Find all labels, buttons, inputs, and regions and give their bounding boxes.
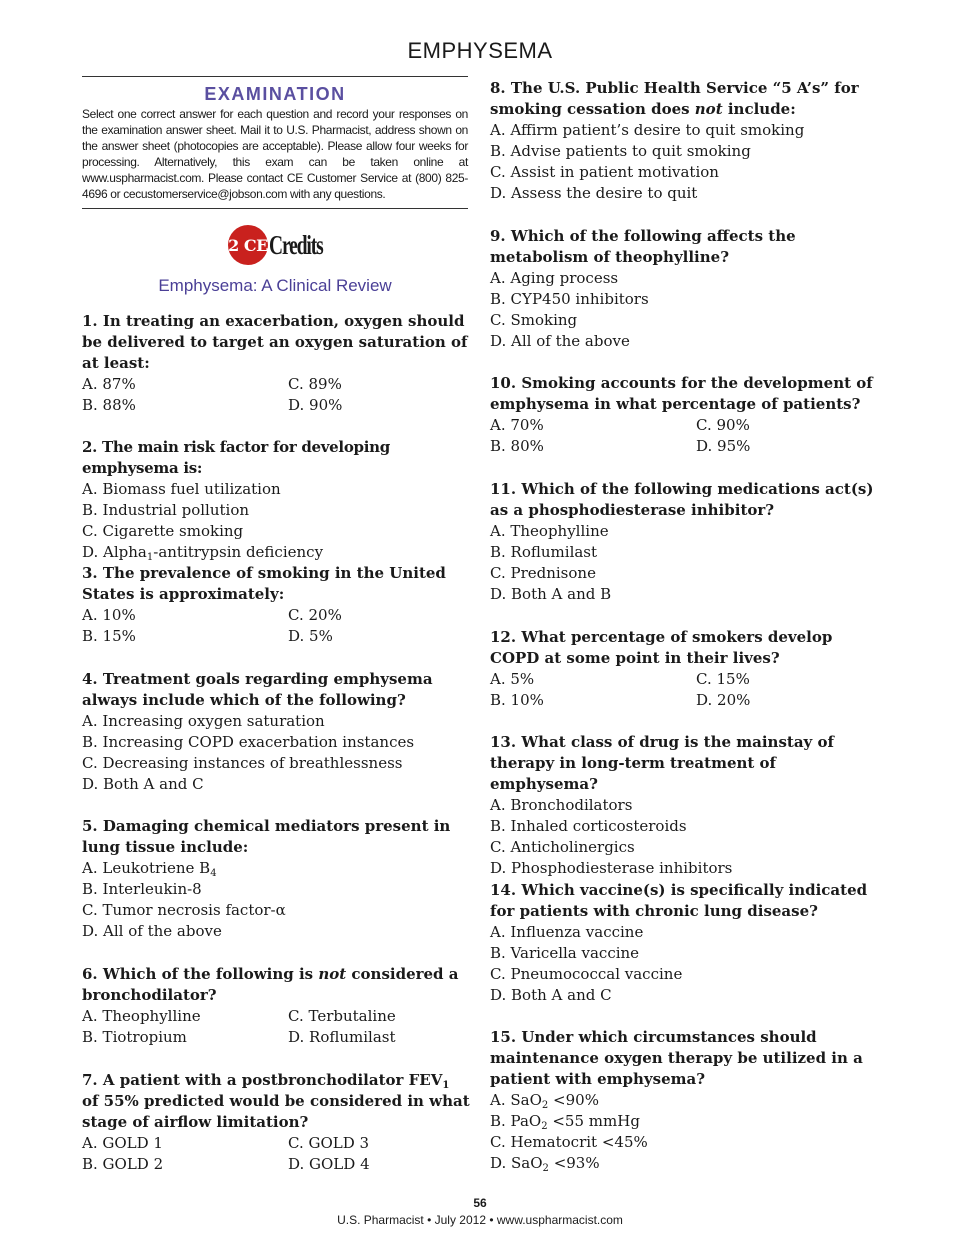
option-a: A. 10% — [82, 606, 136, 624]
question-15 — [490, 1027, 878, 1174]
subscript: 2 — [542, 1163, 549, 1174]
divider-mid — [82, 208, 468, 209]
option-a: A. Influenza vaccine — [490, 923, 644, 941]
option-d — [490, 1153, 878, 1174]
option-a: A. Increasing oxygen saturation — [82, 712, 325, 730]
option-c: C. Hematocrit <45% — [490, 1133, 648, 1151]
question-stem: 5. Damaging chemical mediators present in lung tissue include: — [82, 817, 451, 856]
question-stem — [490, 78, 878, 120]
option-b: B. Roflumilast — [490, 543, 598, 561]
option-d: D. Both A and C — [82, 775, 204, 793]
option-a: A. Biomass fuel utilization — [82, 480, 281, 498]
subscript: 2 — [541, 1121, 548, 1132]
answer-options — [490, 669, 878, 711]
question-8 — [490, 78, 878, 204]
option-a: A. 70% — [490, 416, 544, 434]
option-b: B. 88% — [82, 396, 136, 414]
question-3 — [82, 563, 470, 647]
option-d: D. All of the above — [490, 332, 630, 350]
option-c: C. Assist in patient motivation — [490, 163, 719, 181]
option-c: C. Terbutaline — [288, 1007, 396, 1025]
question-stem: 9. Which of the following affects the metabolism of theophylline? — [490, 227, 796, 266]
question-stem: 15. Under which circumstances should maintenance oxygen therapy be utilized in a patient with emphysema? — [490, 1028, 863, 1088]
option-b: B. Varicella vaccine — [490, 944, 640, 962]
subscript: 2 — [541, 1100, 549, 1111]
option-text: B. PaO — [490, 1112, 542, 1130]
option-b: B. Advise patients to quit smoking — [490, 142, 751, 160]
option-b: B. Industrial pollution — [82, 501, 250, 519]
question-11 — [490, 479, 878, 605]
stem-text: 6. Which of the following is — [82, 965, 319, 983]
option-b — [490, 1111, 878, 1132]
page-number: 56 — [473, 1196, 487, 1210]
answer-options — [82, 1133, 470, 1175]
option-text: D. Alpha — [82, 543, 147, 561]
subscript: 1 — [442, 1080, 450, 1091]
option-d: D. Both A and C — [490, 986, 612, 1004]
option-c: C. 20% — [288, 606, 342, 624]
question-stem: 11. Which of the following medications act(s) as a phosphodiesterase inhibitor? — [490, 480, 874, 519]
divider-top — [82, 76, 468, 77]
question-stem — [82, 964, 470, 1006]
option-a: A. 87% — [82, 375, 136, 393]
subscript: 1 — [146, 552, 154, 563]
question-4 — [82, 669, 470, 795]
stem-emphasis: not — [318, 965, 347, 983]
option-d: D. 5% — [288, 627, 333, 645]
option-d: D. Phosphodiesterase inhibitors — [490, 859, 733, 877]
option-b: B. Interleukin-8 — [82, 880, 202, 898]
option-c: C. Anticholinergics — [490, 838, 635, 856]
answer-options — [490, 415, 878, 457]
question-10 — [490, 373, 878, 457]
answer-options — [82, 374, 470, 416]
question-stem: 12. What percentage of smokers develop COPD at some point in their lives? — [490, 628, 833, 667]
question-stem: 4. Treatment goals regarding emphysema always include which of the following? — [82, 670, 433, 709]
option-d: D. 90% — [288, 396, 343, 414]
option-c: C. Smoking — [490, 311, 578, 329]
option-text: A. SaO — [490, 1091, 542, 1109]
option-b: B. Tiotropium — [82, 1028, 187, 1046]
question-stem: 3. The prevalence of smoking in the United States is approximately: — [82, 564, 446, 603]
option-b: B. 80% — [490, 437, 544, 455]
option-text: -antitrypsin deficiency — [153, 543, 324, 561]
option-a: A. Theophylline — [82, 1007, 201, 1025]
option-b: B. GOLD 2 — [82, 1155, 164, 1173]
stem-text: include: — [722, 100, 796, 118]
question-stem: 2. The main risk factor for developing emphysema is: — [82, 438, 390, 477]
option-d: D. 95% — [696, 437, 751, 455]
course-title: Emphysema: A Clinical Review — [158, 276, 392, 295]
exam-title: EXAMINATION — [204, 84, 346, 104]
question-9 — [490, 226, 878, 352]
footer-text: U.S. Pharmacist • July 2012 • www.uspharmacist.com — [337, 1213, 623, 1227]
option-text: D. SaO — [490, 1154, 543, 1172]
option-a: A. Affirm patient’s desire to quit smoking — [490, 121, 805, 139]
question-6 — [82, 964, 470, 1048]
option-d: D. All of the above — [82, 922, 222, 940]
exam-instructions: Select one correct answer for each question and record your responses on the examination answer sheet. Mail it to U.S. Pharmacist, address shown on the answer sheet (photocopies are acceptable). Please allow four weeks for processing. Alternatively, this exam can be taken online at www.uspharmacist.com. Please contact CE Customer Service at (800) 825-4696 or cecustomerservice@jobson.com with any questions. — [82, 107, 468, 201]
option-a: A. GOLD 1 — [82, 1134, 163, 1152]
stem-text: of 55% predicted would be considered in what stage of airflow limitation? — [82, 1092, 470, 1131]
option-d: D. GOLD 4 — [288, 1155, 370, 1173]
stem-emphasis: not — [694, 100, 723, 118]
question-12 — [490, 627, 878, 711]
question-14 — [490, 880, 878, 1006]
option-a: A. Aging process — [490, 269, 619, 287]
subscript: 4 — [210, 868, 217, 879]
option-text: <55 mmHg — [547, 1112, 640, 1130]
option-c: C. Tumor necrosis factor-α — [82, 901, 286, 919]
question-stem — [82, 1070, 470, 1133]
question-stem: 14. Which vaccine(s) is specifically indicated for patients with chronic lung disease? — [490, 881, 868, 920]
option-a: A. Bronchodilators — [490, 796, 633, 814]
page-header-title: EMPHYSEMA — [407, 38, 553, 63]
option-a: A. 5% — [490, 670, 535, 688]
option-a — [490, 1090, 878, 1111]
option-d: D. 20% — [696, 691, 751, 709]
option-c: C. Decreasing instances of breathlessness — [82, 754, 403, 772]
option-c: C. Cigarette smoking — [82, 522, 244, 540]
stem-text: 7. A patient with a postbronchodilator FEV — [82, 1071, 443, 1089]
option-d: D. Both A and B — [490, 585, 612, 603]
option-c: C. 89% — [288, 375, 342, 393]
question-13 — [490, 732, 878, 879]
option-a — [82, 858, 470, 879]
option-a: A. Theophylline — [490, 522, 609, 540]
option-text: A. Leukotriene B — [82, 859, 211, 877]
stem-text: considered a bronchodilator? — [82, 965, 459, 1004]
option-b: B. 15% — [82, 627, 136, 645]
ce-credits-badge — [228, 225, 344, 265]
option-b: B. Inhaled corticosteroids — [490, 817, 687, 835]
option-d: D. Roflumilast — [288, 1028, 396, 1046]
question-7 — [82, 1070, 470, 1175]
question-stem: 10. Smoking accounts for the development of emphysema in what percentage of patients? — [490, 374, 873, 413]
ce-badge-circle: 2 CE — [228, 225, 268, 265]
option-c: C. Pneumococcal vaccine — [490, 965, 683, 983]
question-stem: 13. What class of drug is the mainstay of therapy in long-term treatment of emphysema? — [490, 733, 834, 793]
option-c: C. GOLD 3 — [288, 1134, 370, 1152]
question-1 — [82, 311, 470, 416]
option-b: B. Increasing COPD exacerbation instances — [82, 733, 415, 751]
option-text: <93% — [548, 1154, 600, 1172]
option-c: C. Prednisone — [490, 564, 596, 582]
option-c: C. 90% — [696, 416, 750, 434]
question-2 — [82, 437, 470, 563]
option-b: B. CYP450 inhibitors — [490, 290, 649, 308]
option-text: <90% — [548, 1091, 599, 1109]
question-stem: 1. In treating an exacerbation, oxygen should be delivered to target an oxygen saturation of at least: — [82, 312, 468, 372]
ce-badge-word: Credits — [269, 229, 323, 260]
stem-text: 8. The U.S. Public Health Service “5 A’s” for smoking cessation does — [490, 79, 859, 118]
question-5 — [82, 816, 470, 942]
option-c: C. 15% — [696, 670, 750, 688]
option-b: B. 10% — [490, 691, 544, 709]
option-d — [82, 542, 470, 563]
answer-options — [82, 605, 470, 647]
option-d: D. Assess the desire to quit — [490, 184, 698, 202]
answer-options — [82, 1006, 470, 1048]
